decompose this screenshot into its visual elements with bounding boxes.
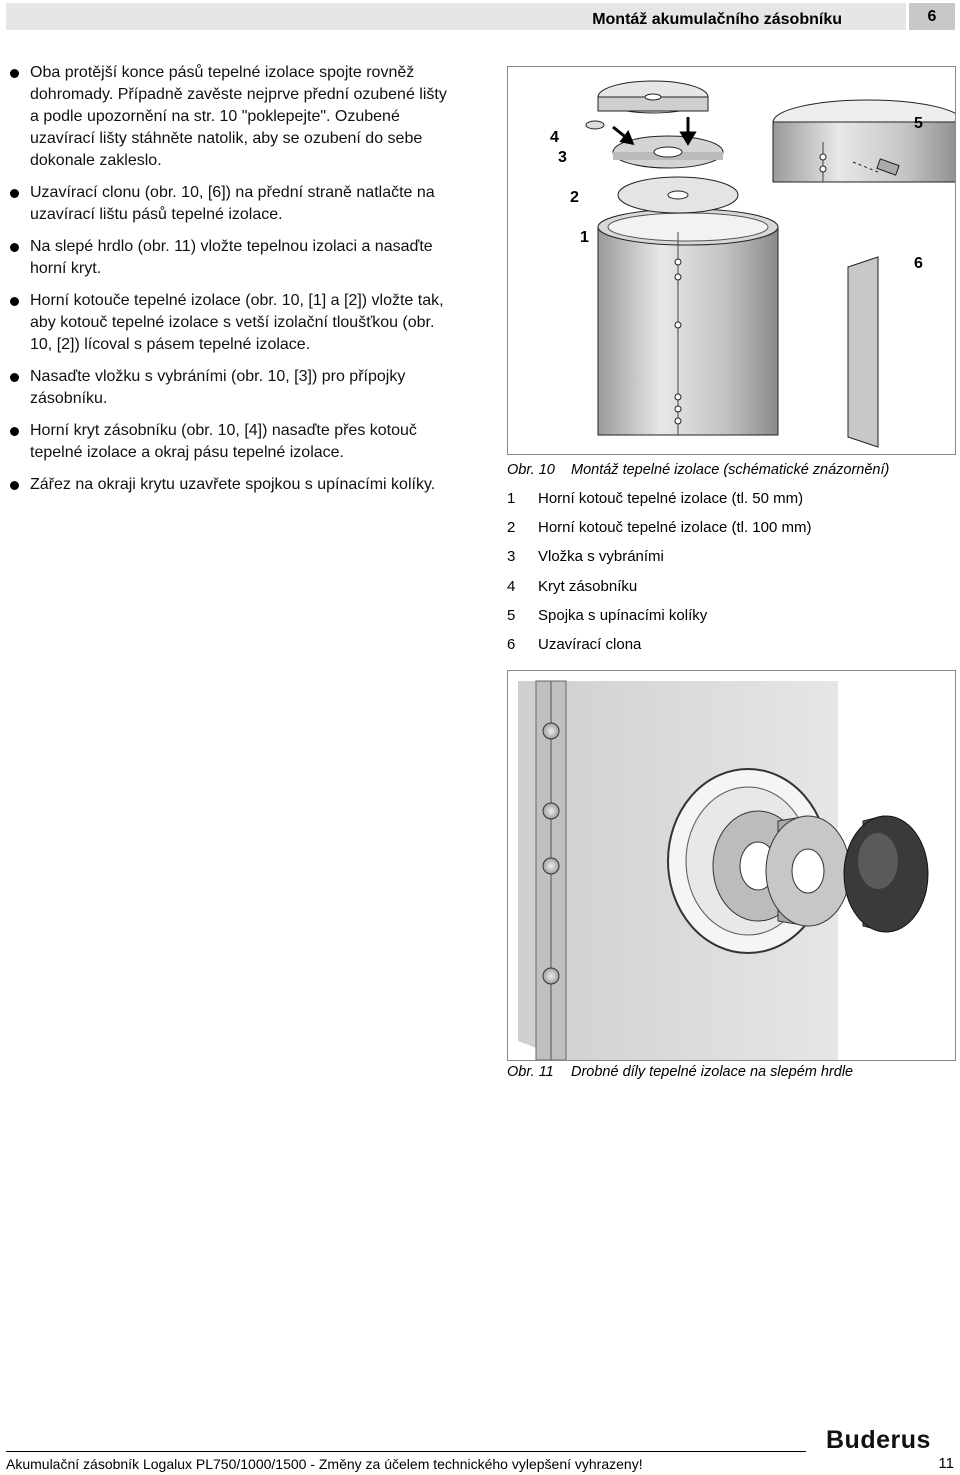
page-number: 11: [938, 1455, 954, 1472]
bullet-icon: [10, 373, 19, 382]
instruction-item: Oba protější konce pásů tepelné izolace spojte rovněž dohromady. Případně zavěste nejprve přední ozubené lišty a podle upozornění na str. 10 "poklepejte". Ozubené uzavírací lišty stáhněte natolik, aby se ozubení do sebe dokonale zakleslo.: [10, 62, 460, 172]
insulation-assembly-illustration: [508, 67, 955, 454]
figure-10-caption-text: Montáž tepelné izolace (schématické znázornění): [571, 462, 890, 478]
instruction-item: Uzavírací clonu (obr. 10, [6]) na přední straně natlačte na uzavírací lištu pásů tepelné izolace.: [10, 182, 460, 226]
footer-rule: [6, 1451, 806, 1452]
instruction-item: Na slepé hrdlo (obr. 11) vložte tepelnou izolaci a nasaďte horní kryt.: [10, 236, 460, 280]
bullet-icon: [10, 297, 19, 306]
figure-10: [507, 66, 956, 455]
bullet-icon: [10, 481, 19, 490]
legend-item: 3 Vložka s vybráními: [507, 548, 664, 566]
legend-item: 2 Horní kotouč tepelné izolace (tl. 100 mm): [507, 519, 812, 537]
instruction-list: [10, 62, 460, 506]
callout-5: 5: [914, 115, 923, 132]
figure-11: [507, 670, 956, 1061]
figure-11-caption: [507, 1064, 853, 1080]
header-bar: [6, 3, 906, 30]
figure-10-caption: [507, 462, 889, 478]
section-title: Montáž akumulačního zásobníku: [592, 11, 842, 28]
legend-item: 5 Spojka s upínacími kolíky: [507, 606, 708, 624]
figure-11-label: Obr. 11: [507, 1064, 554, 1080]
bullet-icon: [10, 243, 19, 252]
figure-11-caption-text: Drobné díly tepelné izolace na slepém hrdle: [571, 1064, 854, 1080]
legend-item: 1 Horní kotouč tepelné izolace (tl. 50 mm): [507, 490, 804, 507]
bullet-icon: [10, 189, 19, 198]
footer-text: Akumulační zásobník Logalux PL750/1000/1500 - Změny za účelem technického vylepšení vyhrazeny!: [6, 1456, 643, 1472]
bullet-icon: [10, 427, 19, 436]
instruction-item: Horní kotouče tepelné izolace (obr. 10, [1] a [2]) vložte tak, aby kotouč tepelné izolace s vetší izolační tloušťkou (obr. 10, [2]) lícoval s pásem tepelné izolace.: [10, 290, 460, 356]
legend-item: 4 Kryt zásobníku: [507, 577, 638, 595]
brand-logo: Buderus: [826, 1426, 931, 1454]
instruction-item: Horní kryt zásobníku (obr. 10, [4]) nasaďte přes kotouč tepelné izolace a okraj pásu tepelné izolace.: [10, 420, 460, 464]
callout-2: 2: [570, 189, 579, 206]
callout-3: 3: [558, 149, 567, 166]
legend-item: 6 Uzavírací clona: [507, 635, 642, 653]
figure-10-legend: [507, 490, 811, 665]
callout-4: 4: [550, 129, 559, 146]
callout-6: 6: [914, 255, 923, 272]
callout-1: 1: [580, 229, 589, 246]
blind-nozzle-parts-illustration: [508, 671, 955, 1060]
section-number: 6: [909, 3, 955, 30]
bullet-icon: [10, 69, 19, 78]
instruction-item: Zářez na okraji krytu uzavřete spojkou s upínacími kolíky.: [10, 474, 460, 496]
figure-10-label: Obr. 10: [507, 462, 555, 478]
instruction-item: Nasaďte vložku s vybráními (obr. 10, [3]) pro přípojky zásobníku.: [10, 366, 460, 410]
